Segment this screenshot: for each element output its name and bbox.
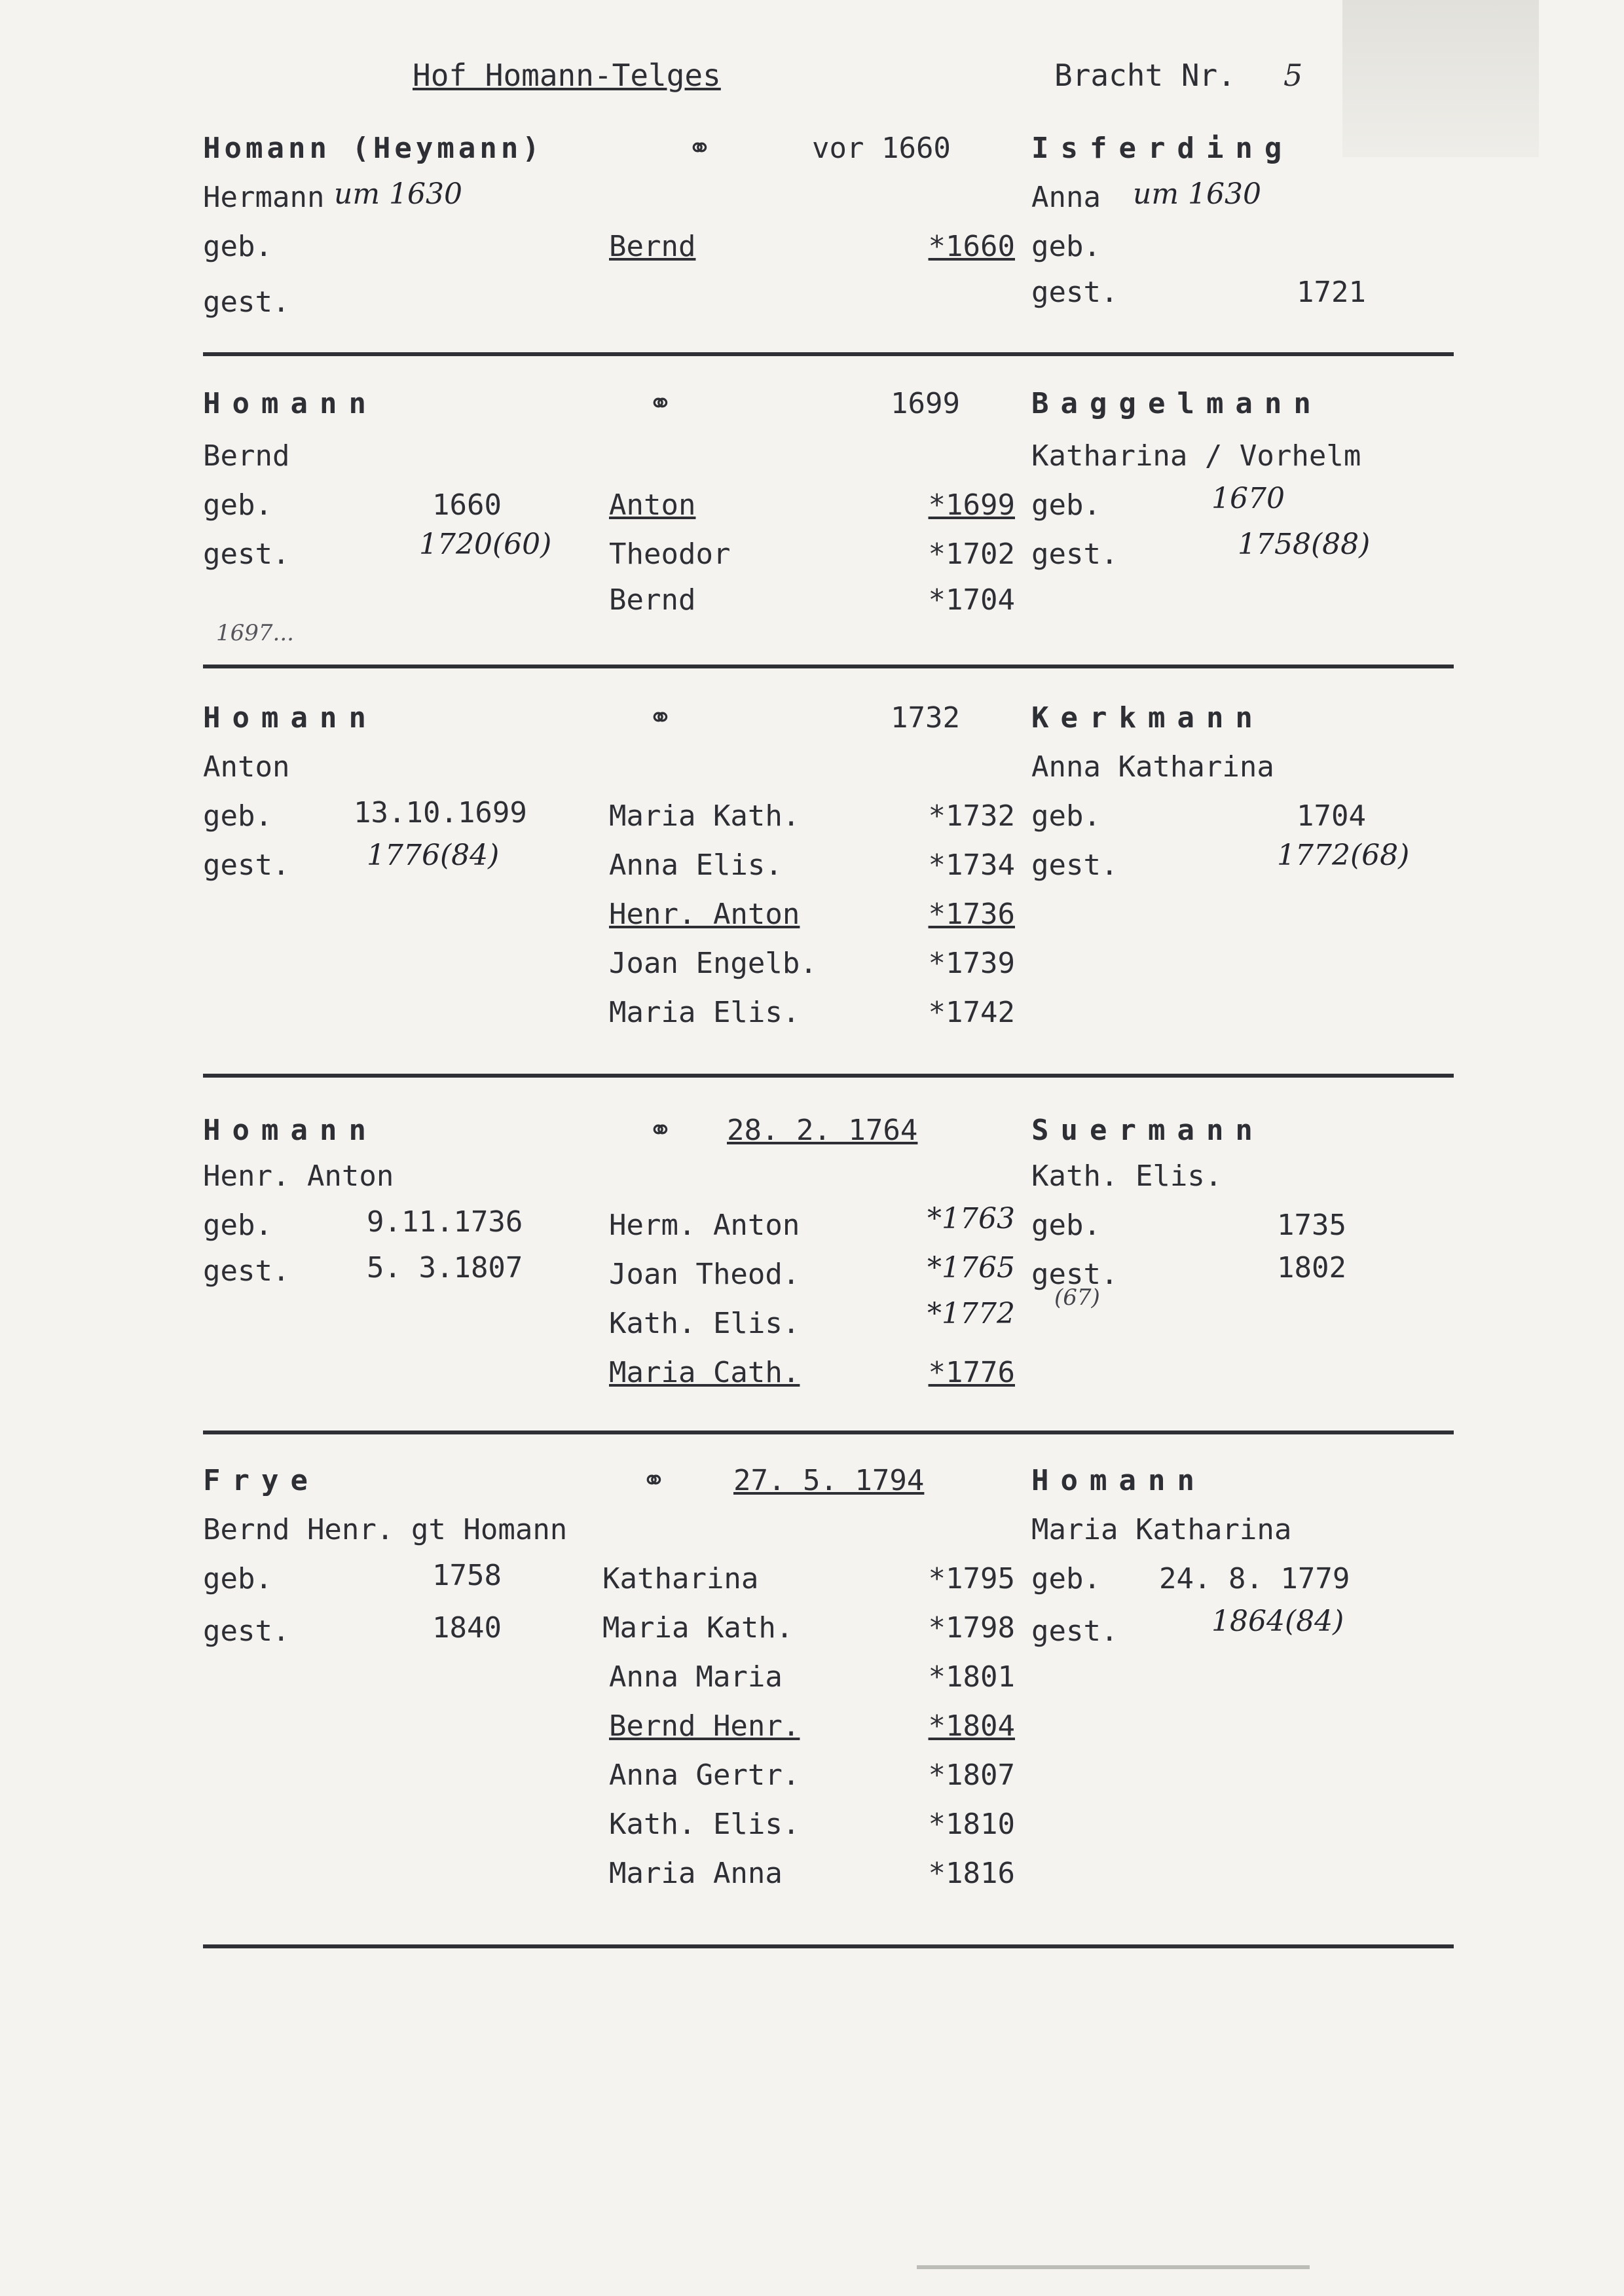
generation-2 — [203, 386, 1447, 661]
husband-given: Bernd Henr. gt Homann — [203, 1513, 568, 1546]
wife-died-label: gest. — [1031, 848, 1118, 882]
wife-given: Katharina / Vorhelm — [1031, 439, 1361, 473]
marriage-symbol: ⚭ — [648, 387, 673, 420]
wife-surname: Suermann — [1031, 1114, 1264, 1147]
husband-born: 1660 — [432, 488, 502, 522]
wife-born: 1735 — [1277, 1209, 1346, 1242]
husband-born: 9.11.1736 — [367, 1205, 523, 1239]
wife-born-label: geb. — [1031, 799, 1101, 833]
child-birth: *1807 — [928, 1758, 1015, 1792]
husband-surname: Homann — [203, 387, 378, 420]
child-birth: *1798 — [928, 1611, 1015, 1645]
separator-line — [203, 352, 1454, 356]
husband-born-label: geb. — [203, 799, 272, 833]
wife-died-label: gest. — [1031, 1614, 1118, 1648]
wife-died: 1772(68) — [1277, 839, 1410, 872]
child-birth: *1763 — [927, 1202, 1015, 1235]
child-birth: *1702 — [928, 538, 1015, 571]
child-name: Theodor — [609, 538, 731, 571]
husband-died-label: gest. — [203, 285, 290, 319]
marriage-symbol: ⚭ — [648, 1114, 673, 1147]
husband-died: 1776(84) — [367, 839, 500, 872]
child-birth: *1736 — [928, 898, 1015, 931]
marriage-date: 1699 — [891, 387, 960, 420]
child-birth: *1739 — [928, 947, 1015, 980]
wife-died-label: gest. — [1031, 276, 1118, 309]
husband-died-label: gest. — [203, 538, 290, 571]
marriage-symbol: ⚭ — [642, 1464, 666, 1497]
wife-born-label: geb. — [1031, 1209, 1101, 1242]
husband-surname: Homann — [203, 701, 378, 735]
generation-5 — [203, 1463, 1447, 1922]
child-birth: *1772 — [927, 1297, 1015, 1330]
wife-born: 1670 — [1211, 482, 1285, 515]
child-birth: *1795 — [928, 1562, 1015, 1595]
marriage-symbol: ⚭ — [688, 132, 712, 165]
generation-4 — [203, 1113, 1447, 1414]
child-birth: *1734 — [928, 848, 1015, 882]
child-name: Maria Kath. — [609, 799, 800, 833]
child-name: Maria Cath. — [609, 1356, 800, 1389]
husband-born-label: geb. — [203, 1209, 272, 1242]
wife-born-label: geb. — [1031, 488, 1101, 522]
wife-surname: Isferding — [1031, 132, 1294, 165]
separator-line — [203, 1944, 1454, 1948]
wife-born: 1704 — [1297, 799, 1366, 833]
wife-given: Maria Katharina — [1031, 1513, 1292, 1546]
child-name: Maria Anna — [609, 1857, 783, 1890]
separator-line — [203, 665, 1454, 668]
husband-given-note: um 1630 — [334, 177, 463, 211]
husband-surname: Homann (Heymann) — [203, 132, 544, 165]
wife-born-label: geb. — [1031, 1562, 1101, 1595]
husband-died: 1840 — [432, 1611, 502, 1645]
child-birth: *1804 — [928, 1709, 1015, 1743]
child-birth: *1776 — [928, 1356, 1015, 1389]
child-name: Bernd Henr. — [609, 1709, 800, 1743]
husband-born-label: geb. — [203, 1562, 272, 1595]
wife-died: 1721 — [1297, 276, 1366, 309]
marriage-date: 27. 5. 1794 — [733, 1464, 925, 1497]
child-name: Anna Elis. — [609, 848, 783, 882]
child-name: Joan Theod. — [609, 1258, 800, 1291]
child-birth: *1660 — [928, 230, 1015, 263]
child-birth: *1810 — [928, 1808, 1015, 1841]
wife-surname: Kerkmann — [1031, 701, 1264, 735]
wife-died: 1758(88) — [1238, 528, 1371, 561]
husband-born: 13.10.1699 — [354, 796, 527, 829]
wife-died: 1864(84) — [1211, 1605, 1344, 1638]
child-birth: *1704 — [928, 583, 1015, 617]
marriage-date: 1732 — [891, 701, 960, 735]
child-name: Anton — [609, 488, 696, 522]
husband-died: 5. 3.1807 — [367, 1251, 523, 1285]
wife-born: 24. 8. 1779 — [1159, 1562, 1350, 1595]
child-name: Katharina — [602, 1562, 759, 1595]
child-birth: *1699 — [928, 488, 1015, 522]
wife-died-label: gest. — [1031, 538, 1118, 571]
husband-extra-note: 1697... — [216, 620, 294, 646]
child-name: Anna Gertr. — [609, 1758, 800, 1792]
wife-given-note: um 1630 — [1133, 177, 1262, 211]
child-name: Maria Kath. — [602, 1611, 794, 1645]
marriage-symbol: ⚭ — [648, 701, 673, 735]
generation-3 — [203, 701, 1447, 1061]
wife-given: Kath. Elis. — [1031, 1159, 1223, 1193]
child-birth: *1732 — [928, 799, 1015, 833]
generation-1 — [203, 128, 1447, 363]
child-name: Bernd — [609, 230, 696, 263]
wife-died-label: gest. — [1031, 1258, 1118, 1291]
child-name: Kath. Elis. — [609, 1307, 800, 1340]
husband-born: 1758 — [432, 1559, 502, 1592]
husband-surname: Frye — [203, 1464, 320, 1497]
child-birth: *1816 — [928, 1857, 1015, 1890]
handwritten-number: 5 — [1283, 58, 1303, 93]
page-header — [203, 58, 1447, 103]
child-name: Kath. Elis. — [609, 1808, 800, 1841]
wife-extra-note: (67) — [1054, 1285, 1100, 1311]
child-birth: *1765 — [927, 1251, 1015, 1285]
wife-surname: Baggelmann — [1031, 387, 1323, 420]
husband-given: Henr. Anton — [203, 1159, 394, 1193]
wife-died: 1802 — [1277, 1251, 1346, 1285]
child-name: Henr. Anton — [609, 898, 800, 931]
husband-given: Hermann — [203, 181, 325, 214]
wife-given: Anna — [1031, 181, 1101, 214]
child-name: Herm. Anton — [609, 1209, 800, 1242]
husband-died-label: gest. — [203, 848, 290, 882]
marriage-date: vor 1660 — [812, 132, 951, 165]
child-birth: *1742 — [928, 996, 1015, 1029]
child-name: Joan Engelb. — [609, 947, 817, 980]
husband-born-label: geb. — [203, 230, 272, 263]
husband-died-label: gest. — [203, 1254, 290, 1288]
child-name: Bernd — [609, 583, 696, 617]
husband-given: Bernd — [203, 439, 290, 473]
separator-line — [203, 1074, 1454, 1078]
scan-mark — [917, 2265, 1310, 2269]
husband-died-label: gest. — [203, 1614, 290, 1648]
child-name: Anna Maria — [609, 1660, 783, 1694]
child-birth: *1801 — [928, 1660, 1015, 1694]
bracht-label: Bracht Nr. — [1054, 58, 1236, 93]
husband-given: Anton — [203, 750, 290, 784]
page-title: Hof Homann-Telges — [413, 58, 721, 93]
wife-born-label: geb. — [1031, 230, 1101, 263]
husband-surname: Homann — [203, 1114, 378, 1147]
husband-died: 1720(60) — [419, 528, 552, 561]
wife-surname: Homann — [1031, 1464, 1206, 1497]
child-name: Maria Elis. — [609, 996, 800, 1029]
husband-born-label: geb. — [203, 488, 272, 522]
marriage-date: 28. 2. 1764 — [727, 1114, 918, 1147]
wife-given: Anna Katharina — [1031, 750, 1274, 784]
separator-line — [203, 1430, 1454, 1434]
